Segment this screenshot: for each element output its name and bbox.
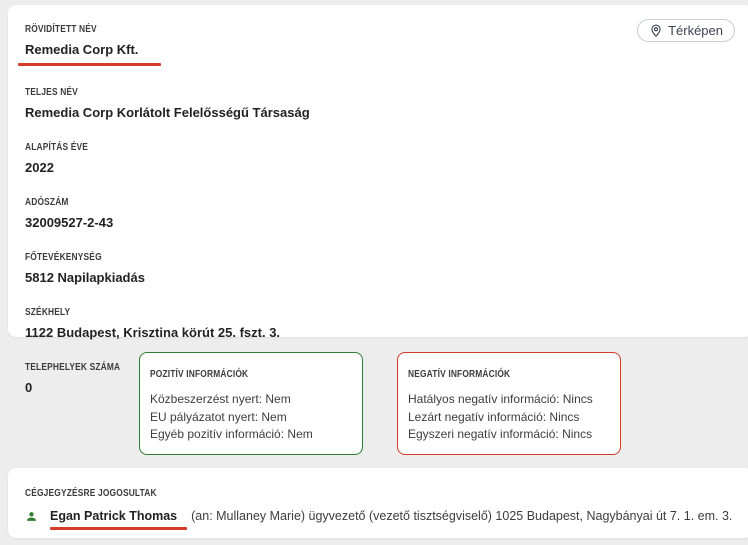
field-headquarters: [25, 302, 735, 341]
field-main-activity: [25, 247, 735, 286]
field-sites-count-label: TELEPHELYEK SZÁMA: [25, 361, 121, 373]
map-button-label: Térképen: [668, 23, 723, 38]
founding-year-value: 2022: [25, 160, 54, 175]
sites-count-value: 0: [25, 380, 33, 395]
signatory-row: [25, 509, 735, 523]
negative-info-title: NEGATÍV INFORMÁCIÓK: [408, 368, 511, 380]
headquarters-value: 1122 Budapest, Krisztina körút 25. fszt. 3.: [25, 325, 281, 340]
main-activity-value: 5812 Napilapkiadás: [25, 270, 145, 285]
positive-info-item: Közbeszerzést nyert: Nem: [150, 392, 291, 406]
field-short-name: [25, 19, 735, 58]
company-short-name: Remedia Corp Kft.: [25, 42, 139, 57]
negative-info-box: [397, 352, 621, 455]
field-founding-year-label: ALAPÍTÁS ÉVE: [25, 141, 89, 153]
negative-info-item: Hatályos negatív információ: Nincs: [408, 392, 593, 406]
negative-info-item: Egyszeri negatív információ: Nincs: [408, 427, 593, 441]
positive-info-title: POZITÍV INFORMÁCIÓK: [150, 368, 249, 380]
positive-info-item: Egyéb pozitív információ: Nem: [150, 427, 313, 441]
person-icon: [25, 510, 39, 523]
signatory-details: (an: Mullaney Marie) ügyvezető (vezető tisztségviselő) 1025 Budapest, Nagybányai út 7. 1. em. 3.: [191, 509, 733, 523]
signatory-name[interactable]: Egan Patrick Thomas: [50, 509, 178, 523]
positive-info-item: EU pályázatot nyert: Nem: [150, 409, 287, 424]
positive-info-box: [139, 352, 363, 455]
field-founding-year: [25, 137, 735, 176]
field-main-activity-label: FŐTEVÉKENYSÉG: [25, 251, 102, 263]
info-boxes-row: [139, 352, 621, 455]
field-short-name-label: RÖVIDÍTETT NÉV: [25, 23, 97, 35]
company-full-name: Remedia Corp Korlátolt Felelősségű Társaság: [25, 105, 310, 120]
negative-info-item: Lezárt negatív információ: Nincs: [408, 409, 580, 424]
map-button[interactable]: [637, 19, 735, 42]
field-tax-number-label: ADÓSZÁM: [25, 196, 69, 208]
field-full-name: [25, 82, 735, 121]
field-headquarters-label: SZÉKHELY: [25, 306, 71, 318]
field-tax-number: [25, 192, 735, 231]
signatories-title: CÉGJEGYZÉSRE JOGOSULTAK: [25, 487, 157, 499]
map-pin-icon: [649, 24, 663, 38]
tax-number-value: 32009527-2-43: [25, 215, 114, 230]
signatories-card: [8, 468, 748, 538]
field-full-name-label: TELJES NÉV: [25, 86, 78, 98]
